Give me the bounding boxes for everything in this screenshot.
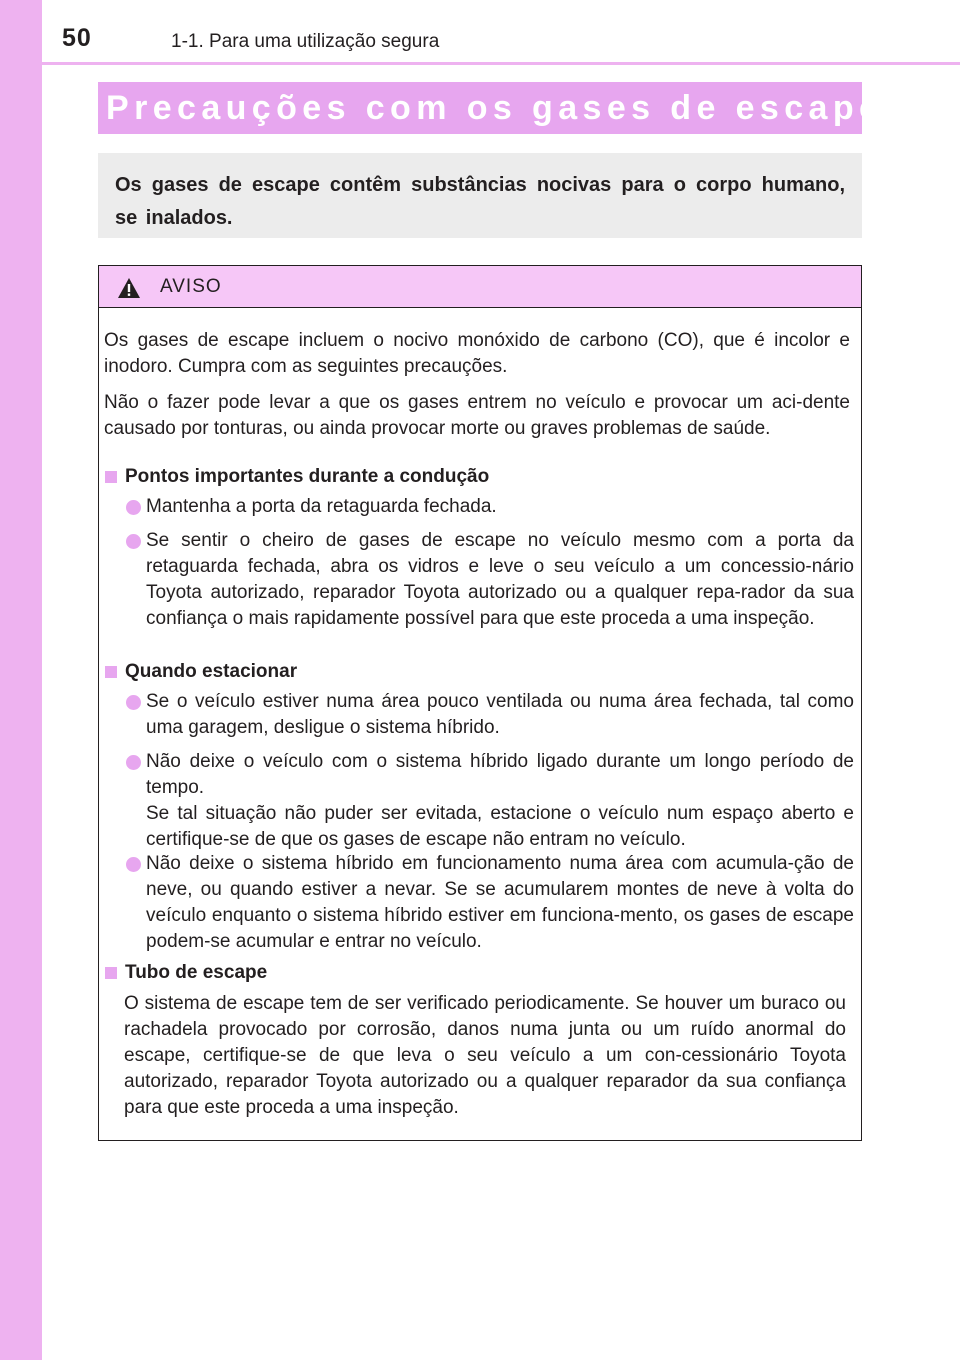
bullet-text: Se o veículo estiver numa área pouco ventilada ou numa área fechada, tal como uma garagem, desligue o sistema híbrido. [146, 691, 854, 738]
bullet-text-main: Não deixe o veículo com o sistema híbrido ligado durante um longo período de tempo. [146, 751, 854, 798]
bullet-dot [126, 857, 141, 872]
section-heading: Tubo de escape [125, 962, 268, 983]
bullet-dot [126, 695, 141, 710]
bullet-text-continuation: Se tal situação não puder ser evitada, estacione o veículo num espaço aberto e certifique-se de que os gases de escape não entram no veículo. [146, 803, 854, 850]
section-heading: Pontos importantes durante a condução [125, 466, 490, 487]
bullet-dot [126, 534, 141, 549]
bullet-text: Não deixe o sistema híbrido em funcionamento numa área com acumula-ção de neve, ou quando estiver a nevar. Se se acumularem montes de neve à volta do veículo enquanto o sistema híbrido estiver em funciona-mento, os gases de escape podem-se acumular e entrar no veículo. [146, 853, 854, 952]
warning-paragraph: Não o fazer pode levar a que os gases entrem no veículo e provocar um aci-dente causado por tonturas, ou ainda provocar morte ou graves problemas de saúde. [104, 392, 850, 439]
section-square-marker [105, 666, 117, 678]
bullet-dot [126, 500, 141, 515]
bullet-text: Se sentir o cheiro de gases de escape no veículo mesmo com a porta da retaguarda fechada, abra os vidros e leve o seu veículo a um concessio-nário Toyota autorizado, reparador Toyota autorizado ou a qualquer repa-rador da sua confiança o mais rapidamente possível para que este proceda a uma inspeção. [146, 530, 854, 629]
section-heading: Quando estacionar [125, 661, 298, 682]
page-number: 50 [62, 24, 92, 52]
side-color-strip [0, 0, 42, 1360]
bullet-dot [126, 755, 141, 770]
intro-text: Os gases de escape contêm substâncias nocivas para o corpo humano, se inalados. [115, 174, 845, 229]
warning-header [99, 266, 861, 308]
warning-title: AVISO [160, 276, 222, 297]
warning-paragraph: Os gases de escape incluem o nocivo monóxido de carbono (CO), que é incolor e inodoro. Cumpra com as seguintes precauções. [104, 330, 850, 377]
section-title: Precauções com os gases de escape [98, 82, 862, 134]
chapter-header: 1-1. Para uma utilização segura [171, 31, 440, 52]
intro-box [98, 153, 862, 238]
section-text: O sistema de escape tem de ser verificado periodicamente. Se houver um buraco ou rachadela provocado por corrosão, danos numa junta ou um ruído anormal do escape, certifique-se de que leva o seu veículo a um con-cessionário Toyota autorizado, reparador Toyota autorizado ou a qualquer reparador da sua confiança para que este proceda a uma inspeção. [124, 993, 846, 1118]
section-square-marker [105, 471, 117, 483]
section-square-marker [105, 967, 117, 979]
warning-triangle-icon [117, 277, 141, 299]
header-divider [42, 62, 960, 65]
bullet-text [146, 749, 854, 853]
bullet-text: Mantenha a porta da retaguarda fechada. [146, 496, 497, 517]
warning-box [98, 265, 862, 1141]
